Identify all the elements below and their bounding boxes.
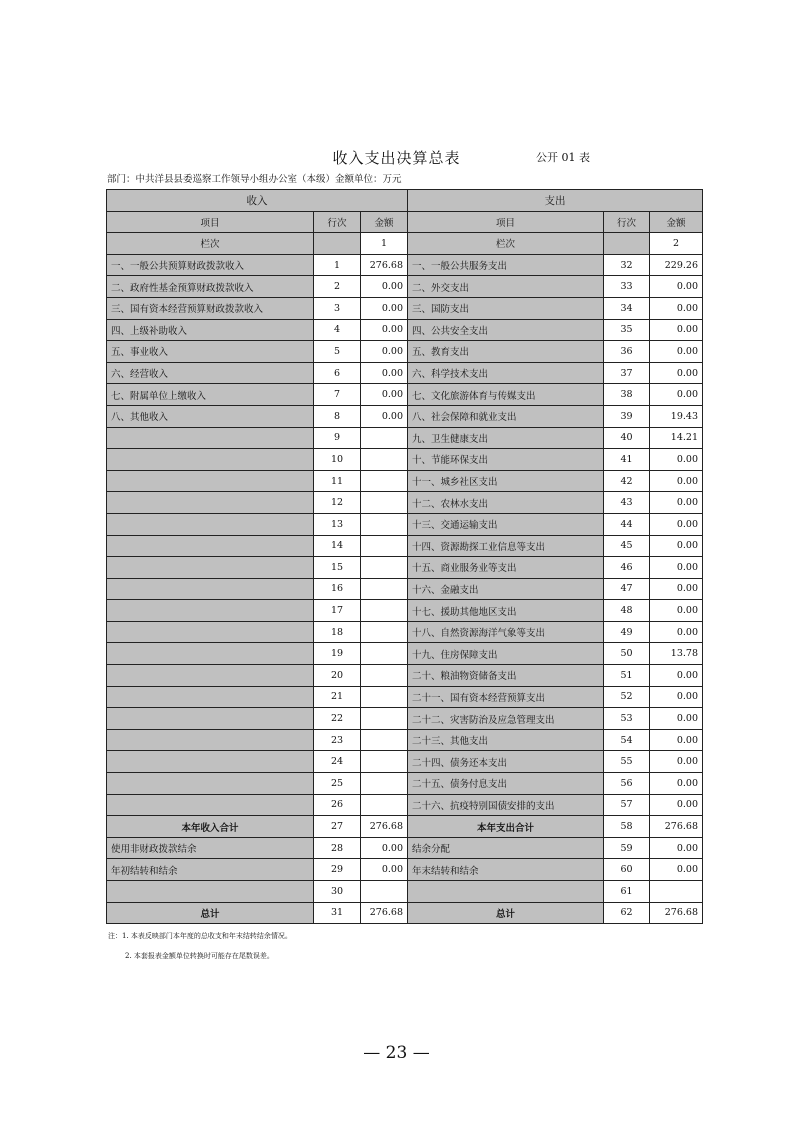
- table-row: [107, 837, 703, 859]
- table-row: [107, 600, 703, 622]
- grand-income-line: 31: [314, 902, 361, 924]
- table-row: [107, 794, 703, 816]
- expense-amount: 0.00: [650, 794, 703, 816]
- income-amount: 0.00: [361, 405, 408, 427]
- expense-line-number: 38: [604, 384, 650, 406]
- income-amount: 0.00: [361, 837, 408, 859]
- note-1: 注：1. 本表反映部门本年度的总收支和年末结转结余情况。: [108, 932, 292, 940]
- expense-item-label: 二十三、其他支出: [408, 729, 604, 751]
- expense-amount-header: 金额: [650, 211, 703, 233]
- income-line-number: 1: [314, 254, 361, 276]
- income-line-number: 22: [314, 708, 361, 730]
- table-row: [107, 773, 703, 795]
- expense-amount: 0.00: [650, 773, 703, 795]
- expense-amount: 0.00: [650, 513, 703, 535]
- income-line-number: 12: [314, 492, 361, 514]
- income-amount: [361, 427, 408, 449]
- income-total-line: 27: [314, 816, 361, 838]
- income-amount: 0.00: [361, 859, 408, 881]
- income-line-number: 5: [314, 341, 361, 363]
- expense-total-amount: 276.68: [650, 816, 703, 838]
- expense-column-number: 2: [650, 233, 703, 255]
- income-amount: [361, 513, 408, 535]
- income-line-number: 24: [314, 751, 361, 773]
- income-amount: 0.00: [361, 297, 408, 319]
- income-item-label: 三、国有资本经营预算财政拨款收入: [107, 297, 314, 319]
- income-amount: [361, 535, 408, 557]
- income-amount: [361, 708, 408, 730]
- income-item-label: 一、一般公共预算财政拨款收入: [107, 254, 314, 276]
- income-line-number: 10: [314, 449, 361, 471]
- expense-line-number: 57: [604, 794, 650, 816]
- income-item-label: [107, 794, 314, 816]
- income-amount: [361, 621, 408, 643]
- income-amount: [361, 492, 408, 514]
- expense-item-label: 九、卫生健康支出: [408, 427, 604, 449]
- grand-expense-line: 62: [604, 902, 650, 924]
- expense-amount: 14.21: [650, 427, 703, 449]
- expense-section-header: 支出: [408, 190, 703, 212]
- grand-income-amount: 276.68: [361, 902, 408, 924]
- expense-item-label: 二十一、国有资本经营预算支出: [408, 686, 604, 708]
- table-row: [107, 254, 703, 276]
- expense-line-number: 53: [604, 708, 650, 730]
- expense-item-header: 项目: [408, 211, 604, 233]
- table-row: [107, 535, 703, 557]
- income-item-label: [107, 881, 314, 903]
- expense-line-number: 52: [604, 686, 650, 708]
- expense-amount: 0.00: [650, 859, 703, 881]
- income-line-number: 6: [314, 362, 361, 384]
- income-amount: 0.00: [361, 341, 408, 363]
- expense-line-number: 48: [604, 600, 650, 622]
- expense-amount: 0.00: [650, 751, 703, 773]
- report-title: [0, 147, 793, 168]
- report-title-text: 收入支出决算总表: [332, 149, 461, 167]
- income-item-label: [107, 427, 314, 449]
- expense-item-label: 十八、自然资源海洋气象等支出: [408, 621, 604, 643]
- income-amount: 0.00: [361, 276, 408, 298]
- table-row: [107, 470, 703, 492]
- income-amount: 0.00: [361, 362, 408, 384]
- expense-line-number: 47: [604, 578, 650, 600]
- income-column-number: 1: [361, 233, 408, 255]
- income-item-label: [107, 600, 314, 622]
- table-row: [107, 276, 703, 298]
- income-amount: [361, 557, 408, 579]
- expense-amount: 0.00: [650, 492, 703, 514]
- expense-amount: 0.00: [650, 341, 703, 363]
- income-expense-table: [106, 189, 703, 924]
- income-section-header: 收入: [107, 190, 408, 212]
- expense-line-number: 60: [604, 859, 650, 881]
- expense-amount: 0.00: [650, 686, 703, 708]
- income-line-number: 4: [314, 319, 361, 341]
- expense-item-label: 七、文化旅游体育与传媒支出: [408, 384, 604, 406]
- income-item-label: 七、附属单位上缴收入: [107, 384, 314, 406]
- income-line-number: 17: [314, 600, 361, 622]
- table-row: [107, 492, 703, 514]
- income-item-label: [107, 643, 314, 665]
- expense-item-label: 十九、住房保障支出: [408, 643, 604, 665]
- expense-item-label: 二十四、债务还本支出: [408, 751, 604, 773]
- expense-amount: 13.78: [650, 643, 703, 665]
- income-amount: [361, 686, 408, 708]
- table-row: [107, 513, 703, 535]
- income-item-label: 年初结转和结余: [107, 859, 314, 881]
- table-row: [107, 686, 703, 708]
- income-line-number: 29: [314, 859, 361, 881]
- table-row: [107, 405, 703, 427]
- expense-item-label: 十二、农林水支出: [408, 492, 604, 514]
- expense-line-number: 56: [604, 773, 650, 795]
- income-item-label: [107, 751, 314, 773]
- table-row: [107, 665, 703, 687]
- income-item-header: 项目: [107, 211, 314, 233]
- income-line-number: 3: [314, 297, 361, 319]
- income-line-number: 2: [314, 276, 361, 298]
- expense-amount: 0.00: [650, 578, 703, 600]
- expense-amount: 229.26: [650, 254, 703, 276]
- expense-item-label: 三、国防支出: [408, 297, 604, 319]
- income-amount: [361, 751, 408, 773]
- note-2: 2. 本套报表金额单位转换时可能存在尾数误差。: [125, 952, 274, 960]
- report-code: 公开 01 表: [536, 151, 590, 164]
- income-amount: 0.00: [361, 319, 408, 341]
- income-item-label: [107, 470, 314, 492]
- expense-amount: 0.00: [650, 384, 703, 406]
- income-line-number: 28: [314, 837, 361, 859]
- expense-lanci-label: 栏次: [408, 233, 604, 255]
- expense-amount: 0.00: [650, 621, 703, 643]
- table-row: [107, 643, 703, 665]
- table-row: [107, 578, 703, 600]
- expense-line-number: 43: [604, 492, 650, 514]
- expense-item-label: 六、科学技术支出: [408, 362, 604, 384]
- income-lanci-label: 栏次: [107, 233, 314, 255]
- expense-amount: 0.00: [650, 319, 703, 341]
- income-item-label: 二、政府性基金预算财政拨款收入: [107, 276, 314, 298]
- income-line-number: 20: [314, 665, 361, 687]
- income-item-label: 四、上级补助收入: [107, 319, 314, 341]
- expense-line-number: 37: [604, 362, 650, 384]
- table-row: [107, 449, 703, 471]
- income-line-header: 行次: [314, 211, 361, 233]
- income-item-label: [107, 578, 314, 600]
- expense-item-label: 二十五、债务付息支出: [408, 773, 604, 795]
- expense-line-number: 49: [604, 621, 650, 643]
- expense-amount: 0.00: [650, 837, 703, 859]
- table-row: [107, 557, 703, 579]
- expense-item-label: 十、节能环保支出: [408, 449, 604, 471]
- expense-item-label: 二十二、灾害防治及应急管理支出: [408, 708, 604, 730]
- table-row: [107, 297, 703, 319]
- expense-amount: [650, 881, 703, 903]
- income-line-number: 14: [314, 535, 361, 557]
- expense-item-label: 十四、资源勘探工业信息等支出: [408, 535, 604, 557]
- expense-line-number: 44: [604, 513, 650, 535]
- expense-amount: 19.43: [650, 405, 703, 427]
- expense-amount: 0.00: [650, 535, 703, 557]
- income-item-label: [107, 557, 314, 579]
- income-amount: [361, 643, 408, 665]
- expense-item-label: 十一、城乡社区支出: [408, 470, 604, 492]
- expense-amount: 0.00: [650, 600, 703, 622]
- expense-line-number: 46: [604, 557, 650, 579]
- income-item-label: 六、经营收入: [107, 362, 314, 384]
- expense-amount: 0.00: [650, 557, 703, 579]
- expense-line-number: 55: [604, 751, 650, 773]
- income-line-number: 16: [314, 578, 361, 600]
- expense-line-number: 36: [604, 341, 650, 363]
- table-row: [107, 341, 703, 363]
- expense-line-number: 34: [604, 297, 650, 319]
- expense-amount: 0.00: [650, 470, 703, 492]
- income-item-label: [107, 513, 314, 535]
- expense-lanci-empty: [604, 233, 650, 255]
- expense-amount: 0.00: [650, 708, 703, 730]
- income-line-number: 15: [314, 557, 361, 579]
- expense-line-header: 行次: [604, 211, 650, 233]
- expense-line-number: 54: [604, 729, 650, 751]
- income-item-label: [107, 535, 314, 557]
- expense-line-number: 59: [604, 837, 650, 859]
- income-item-label: [107, 773, 314, 795]
- table-row: [107, 621, 703, 643]
- expense-line-number: 32: [604, 254, 650, 276]
- table-row: [107, 708, 703, 730]
- expense-line-number: 51: [604, 665, 650, 687]
- income-line-number: 21: [314, 686, 361, 708]
- expense-item-label: 二十六、抗疫特别国债安排的支出: [408, 794, 604, 816]
- expense-line-number: 35: [604, 319, 650, 341]
- income-item-label: [107, 449, 314, 471]
- expense-line-number: 50: [604, 643, 650, 665]
- income-item-label: 使用非财政拨款结余: [107, 837, 314, 859]
- income-item-label: 五、事业收入: [107, 341, 314, 363]
- income-line-number: 30: [314, 881, 361, 903]
- income-amount: [361, 773, 408, 795]
- expense-item-label: 年末结转和结余: [408, 859, 604, 881]
- table-row: [107, 751, 703, 773]
- income-amount: [361, 881, 408, 903]
- expense-item-label: 四、公共安全支出: [408, 319, 604, 341]
- grand-income-label: 总计: [107, 902, 314, 924]
- income-item-label: 八、其他收入: [107, 405, 314, 427]
- table-row: [107, 859, 703, 881]
- expense-line-number: 45: [604, 535, 650, 557]
- income-line-number: 9: [314, 427, 361, 449]
- income-item-label: [107, 686, 314, 708]
- expense-amount: 0.00: [650, 729, 703, 751]
- expense-amount: 0.00: [650, 665, 703, 687]
- income-line-number: 23: [314, 729, 361, 751]
- income-amount: [361, 600, 408, 622]
- income-item-label: [107, 708, 314, 730]
- income-line-number: 13: [314, 513, 361, 535]
- expense-line-number: 41: [604, 449, 650, 471]
- grand-expense-amount: 276.68: [650, 902, 703, 924]
- expense-amount: 0.00: [650, 362, 703, 384]
- expense-item-label: [408, 881, 604, 903]
- income-total-label: 本年收入合计: [107, 816, 314, 838]
- income-item-label: [107, 665, 314, 687]
- expense-item-label: 结余分配: [408, 837, 604, 859]
- expense-line-number: 33: [604, 276, 650, 298]
- expense-item-label: 十六、金融支出: [408, 578, 604, 600]
- income-line-number: 8: [314, 405, 361, 427]
- expense-item-label: 八、社会保障和就业支出: [408, 405, 604, 427]
- expense-item-label: 一、一般公共服务支出: [408, 254, 604, 276]
- income-amount: [361, 578, 408, 600]
- table-row: [107, 427, 703, 449]
- income-line-number: 19: [314, 643, 361, 665]
- table-row: [107, 319, 703, 341]
- table-row: [107, 881, 703, 903]
- income-line-number: 26: [314, 794, 361, 816]
- income-amount: [361, 665, 408, 687]
- expense-total-line: 58: [604, 816, 650, 838]
- income-amount: 276.68: [361, 254, 408, 276]
- income-line-number: 18: [314, 621, 361, 643]
- income-line-number: 7: [314, 384, 361, 406]
- expense-line-number: 42: [604, 470, 650, 492]
- income-amount-header: 金额: [361, 211, 408, 233]
- income-amount: [361, 729, 408, 751]
- expense-item-label: 二十、粮油物资储备支出: [408, 665, 604, 687]
- income-item-label: [107, 492, 314, 514]
- income-line-number: 25: [314, 773, 361, 795]
- expense-amount: 0.00: [650, 297, 703, 319]
- expense-line-number: 39: [604, 405, 650, 427]
- income-lanci-empty: [314, 233, 361, 255]
- income-line-number: 11: [314, 470, 361, 492]
- expense-item-label: 十五、商业服务业等支出: [408, 557, 604, 579]
- expense-line-number: 40: [604, 427, 650, 449]
- income-total-amount: 276.68: [361, 816, 408, 838]
- income-item-label: [107, 729, 314, 751]
- expense-line-number: 61: [604, 881, 650, 903]
- expense-amount: 0.00: [650, 449, 703, 471]
- income-amount: 0.00: [361, 384, 408, 406]
- table-row: [107, 729, 703, 751]
- income-amount: [361, 449, 408, 471]
- income-item-label: [107, 621, 314, 643]
- income-amount: [361, 470, 408, 492]
- grand-expense-label: 总计: [408, 902, 604, 924]
- table-row: [107, 384, 703, 406]
- expense-item-label: 五、教育支出: [408, 341, 604, 363]
- page-number: — 23 —: [363, 1043, 430, 1063]
- department-line: 部门：中共洋县县委巡察工作领导小组办公室（本级）金额单位：万元: [107, 174, 402, 185]
- expense-item-label: 十三、交通运输支出: [408, 513, 604, 535]
- table-row: [107, 362, 703, 384]
- expense-amount: 0.00: [650, 276, 703, 298]
- expense-item-label: 二、外交支出: [408, 276, 604, 298]
- expense-item-label: 十七、援助其他地区支出: [408, 600, 604, 622]
- income-amount: [361, 794, 408, 816]
- notes: [108, 930, 292, 962]
- expense-total-label: 本年支出合计: [408, 816, 604, 838]
